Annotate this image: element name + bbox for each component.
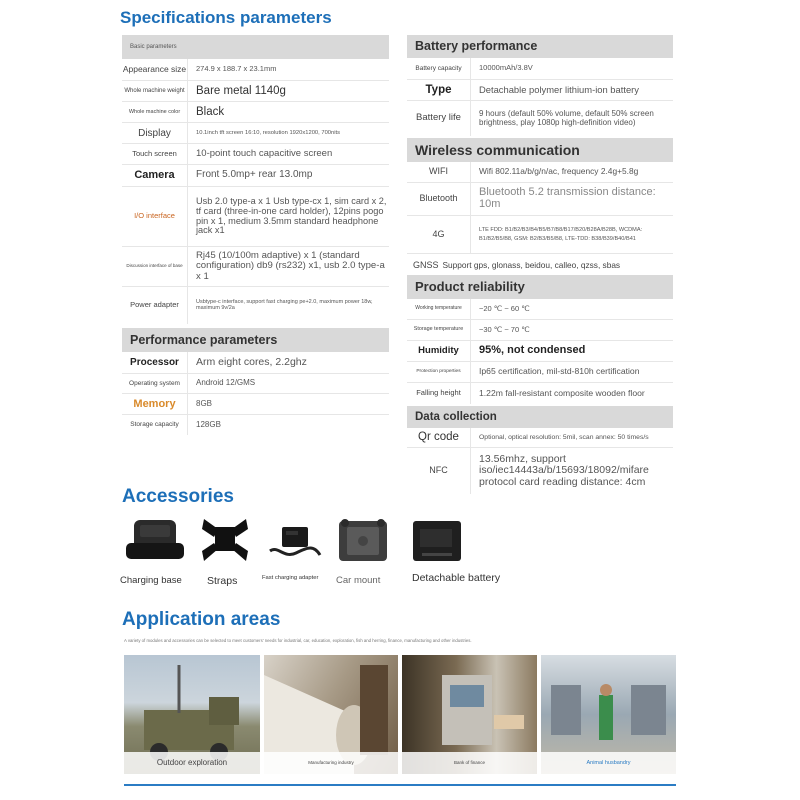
table-row [407,428,673,448]
spec-value: Usb 2.0 type-a x 1 Usb type-cx 1, sim card x 2, tf card (three-in-one card holder), 12pins pogo pin x 1, medium 3.5mm standard headphone jack x1 [196,195,387,236]
table-row [407,362,673,383]
basic-parameters-header: Basic parameters [122,35,389,59]
spec-key: Display [122,123,188,143]
accessory-adapter [262,515,328,590]
gnss-value: Support gps, glonass, beidou, calleo, qzss, sbas [442,259,621,270]
spec-value: 10000mAh/3.8V [479,63,533,73]
right-spec-column [407,35,673,494]
spec-value: Rj45 (10/100m adaptive) x 1 (standard configuration) db9 (rs232) x1, usb 2.0 type-a x 1 [196,249,385,282]
spec-key: NFC [407,448,471,494]
accessory-car-mount [333,515,393,590]
spec-value: 9 hours (default 50% volume, default 50% screen brightness, play 1080p high-definition video) [479,108,654,127]
spec-value: Detachable polymer lithium-ion battery [479,83,639,95]
spec-key: I/O interface [122,187,188,246]
spec-value: 95%, not condensed [479,344,586,357]
table-row [407,383,673,404]
photo-caption: Bank of finance [402,752,537,774]
table-row [122,394,389,415]
table-row [122,247,389,287]
spec-value: 10.1inch tft screen 16:10, resolution 1920x1200, 700nits [196,129,341,136]
spec-key: Whole machine weight [122,81,188,101]
table-row [407,80,673,101]
spec-value: Usbtype-c interface, support fast charging pe+2.0, maximum power 18w, maximum 9v/2a [196,298,373,311]
spec-key: Type [407,80,471,100]
spec-key: Storage capacity [122,415,188,435]
photo-caption: Manufacturing industry [264,752,398,774]
table-row [122,374,389,394]
basic-parameters-table [122,35,389,435]
photo-outdoor-exploration [124,655,260,774]
spec-value: Arm eight cores, 2.2ghz [196,355,307,368]
spec-value: 128GB [196,419,221,429]
spec-key: Power adapter [122,287,188,324]
spec-value: 1.22m fall-resistant composite wooden floor [479,387,645,398]
spec-key: Storage temperature [407,320,471,340]
spec-key: Touch screen [122,144,188,164]
spec-value: 10-point touch capacitive screen [196,147,333,159]
table-row [407,299,673,320]
table-row [122,287,389,324]
accessory-battery [412,515,522,590]
table-row [407,320,673,341]
photo-manufacturing [264,655,398,774]
accessory-charging-base [120,515,190,590]
table-row [122,165,389,187]
accessory-label: Charging base [120,575,182,586]
spec-value: 8GB [196,398,213,408]
spec-value: 274.9 x 188.7 x 23.1mm [196,64,277,74]
spec-key: Operating system [122,374,188,393]
spec-key: Camera [122,165,188,186]
spec-value: Optional, optical resolution: 5mil, scan annex: 50 times/s [479,433,649,441]
table-row [407,58,673,80]
spec-title: Specifications parameters [120,8,332,27]
adapter-icon [262,515,328,565]
applications-subtitle: A variety of modules and accessories can be selected to meet customers' needs for industrial, car, education, exploration, fish and herring, finance, manufacturing and other industries. [124,638,472,643]
spec-key: Discussion interface of base [122,247,188,286]
photo-animal-husbandry [541,655,676,774]
spec-key: Whole machine color [122,102,188,122]
spec-value: Wifi 802.11a/b/g/n/ac, frequency 2.4g+5.8g [479,166,639,177]
spec-value: Black [196,105,225,118]
accessory-label: Car mount [336,575,381,586]
accessory-straps [200,515,250,590]
table-row [407,341,673,362]
spec-value: Android 12/GMS [196,378,256,388]
table-row [122,144,389,165]
gnss-label: GNSS [413,259,439,270]
spec-value: Ip65 certification, mil-std-810h certification [479,366,640,377]
table-row [122,123,389,144]
spec-key: Appearance size [122,59,188,80]
bottom-divider [124,784,676,786]
table-row [407,162,673,183]
table-row [407,216,673,254]
spec-value: Bare metal 1140g [196,84,286,97]
table-row [122,59,389,81]
photo-bank-finance [402,655,537,774]
spec-value: Front 5.0mp+ rear 13.0mp [196,169,313,181]
spec-key: Memory [122,394,188,414]
spec-key: Qr code [407,428,471,447]
spec-value: LTE FDD: B1/B2/B3/B4/B5/B7/B8/B17/B20/B28A/B28B, WCDMA: B1/B2/B5/B8, GSM: B2/B3/B5/B8, LTE-TDD: B38/B39/B40/B41 [479,226,643,242]
table-row [407,448,673,494]
performance-header: Performance parameters [122,328,389,352]
spec-key: Falling height [407,383,471,404]
spec-value: Bluetooth 5.2 transmission distance: 10m [479,186,656,210]
spec-key: Protection properties [407,362,471,382]
spec-key: Bluetooth [407,183,471,215]
table-row [122,187,389,247]
spec-value: −20 ℃ ~ 60 ℃ [479,303,530,313]
wireless-header: Wireless communication [407,138,673,162]
photo-caption: Animal husbandry [541,752,676,774]
table-row [122,81,389,102]
spec-key: Working temperature [407,299,471,319]
spec-key: WIFI [407,162,471,182]
battery-icon [412,517,462,567]
accessory-label: Straps [207,575,238,587]
spec-key: Battery life [407,101,471,136]
accessory-label: Fast charging adapter [262,575,319,581]
reliability-header: Product reliability [407,275,673,299]
table-row [407,101,673,136]
table-row [122,102,389,123]
collection-header: Data collection [407,406,673,428]
spec-key: Humidity [407,341,471,361]
spec-key: Battery capacity [407,58,471,79]
charging-base-icon [120,515,190,565]
applications-title: Application areas [122,609,281,630]
accessories-title: Accessories [122,486,234,507]
accessory-label: Detachable battery [412,572,501,584]
table-row [122,352,389,374]
spec-key: 4G [407,216,471,253]
spec-key: Processor [122,352,188,373]
spec-value: −30 ℃ ~ 70 ℃ [479,324,530,334]
table-row [407,183,673,216]
straps-icon [200,515,250,565]
table-row [122,415,389,435]
spec-value: 13.56mhz, support iso/iec14443a/b/15693/18092/mifare protocol card reading distance: 4cm [479,453,649,488]
battery-header: Battery performance [407,35,673,58]
photo-caption: Outdoor exploration [124,752,260,774]
car-mount-icon [333,515,393,567]
gnss-row [407,254,673,275]
